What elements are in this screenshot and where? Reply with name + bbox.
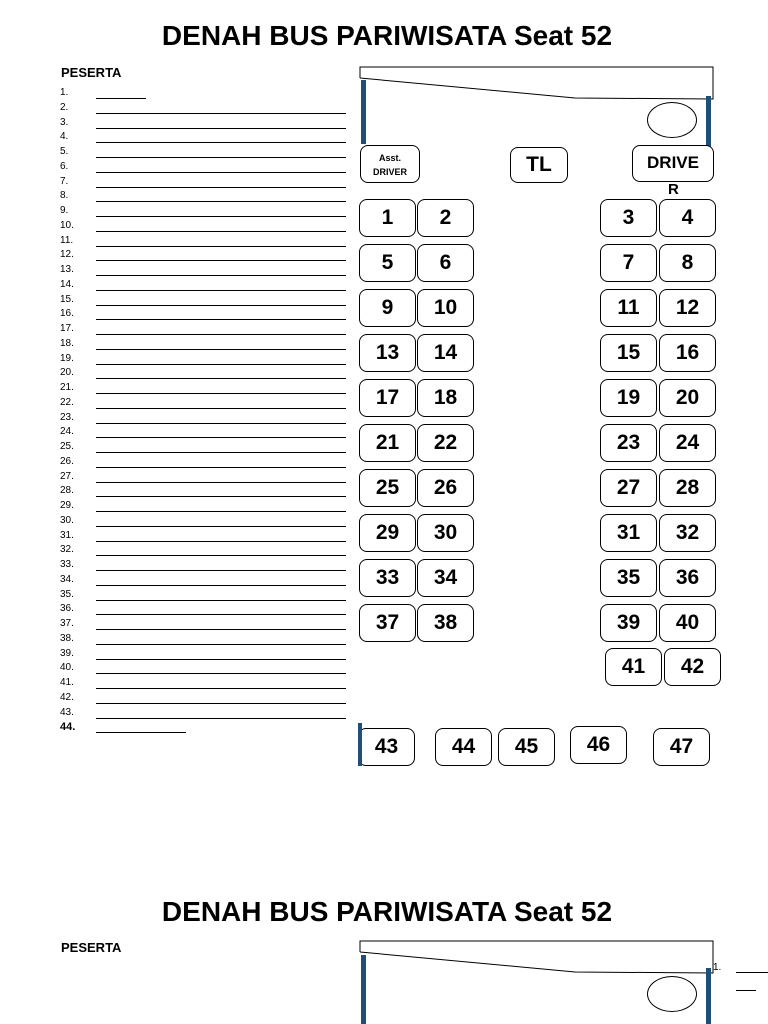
participant-number: 16. (60, 308, 74, 320)
participant-name-line[interactable] (96, 585, 346, 586)
participant-row[interactable] (60, 146, 350, 160)
seat-28[interactable]: 28 (659, 469, 716, 507)
page2-title: DENAH BUS PARIWISATA Seat 52 (161, 896, 613, 927)
page2-peserta-heading: PESERTA (61, 940, 122, 955)
seat-42[interactable]: 42 (664, 648, 721, 686)
seat-2[interactable]: 2 (417, 199, 474, 237)
seat-40[interactable]: 40 (659, 604, 716, 642)
participant-row[interactable] (60, 323, 350, 337)
participant-name-line[interactable] (96, 570, 346, 571)
bus-left-wall (361, 80, 366, 144)
participant-row[interactable] (60, 294, 350, 308)
participant-number: 5. (60, 146, 69, 157)
seat-23[interactable]: 23 (600, 424, 657, 462)
seat-7[interactable]: 7 (600, 244, 657, 282)
participant-row[interactable] (60, 220, 350, 234)
participant-row[interactable] (60, 426, 350, 440)
participant-row[interactable] (60, 692, 350, 706)
participant-row[interactable] (60, 205, 350, 219)
participant-name-line[interactable] (96, 364, 346, 365)
seat-26[interactable]: 26 (417, 469, 474, 507)
seat-12[interactable]: 12 (659, 289, 716, 327)
participant-number: 31. (60, 529, 74, 541)
participant-number: 22. (60, 396, 74, 408)
participant-name-line[interactable] (96, 496, 346, 497)
seat-32[interactable]: 32 (659, 514, 716, 552)
participant-row[interactable] (60, 338, 350, 352)
participant-name-line[interactable] (96, 541, 346, 542)
participant-name-line[interactable] (96, 275, 346, 276)
participant-name-line[interactable] (96, 334, 346, 335)
participant-name-line[interactable] (96, 659, 346, 660)
asst-driver-label-1: Asst. (378, 153, 401, 163)
seat-24[interactable]: 24 (659, 424, 716, 462)
participant-number: 9. (60, 205, 69, 216)
participant-row[interactable] (60, 308, 350, 322)
participant-row[interactable] (60, 249, 350, 263)
participant-number: 2. (60, 101, 69, 113)
participant-number: 26. (60, 455, 74, 467)
participant-name-line[interactable] (96, 555, 346, 556)
seat-15[interactable]: 15 (600, 334, 657, 372)
seat-27[interactable]: 27 (600, 469, 657, 507)
participant-number: 15. (60, 293, 74, 305)
participant-name-line[interactable] (96, 408, 346, 409)
participant-row[interactable] (60, 176, 350, 190)
page2-participant-line (736, 972, 768, 973)
participant-row[interactable] (60, 441, 350, 455)
participant-row[interactable] (60, 574, 350, 588)
driver-label-2: R (668, 181, 679, 198)
participant-row[interactable] (60, 707, 350, 721)
participant-row[interactable] (60, 515, 350, 529)
tour-leader-box[interactable] (510, 147, 568, 183)
page2-participant-line (736, 990, 756, 991)
participant-name-line[interactable] (96, 703, 346, 704)
participant-row[interactable] (60, 618, 350, 632)
participant-row[interactable] (60, 500, 350, 514)
seat-17[interactable]: 17 (359, 379, 416, 417)
participant-number: 39. (60, 647, 74, 659)
participant-row[interactable] (60, 235, 350, 249)
participant-number: 27. (60, 470, 74, 482)
participant-name-line[interactable] (96, 629, 346, 630)
participant-row[interactable] (60, 87, 350, 101)
participant-row[interactable] (60, 530, 350, 544)
participant-number: 18. (60, 337, 74, 349)
page2-participant-1: 1. (713, 962, 722, 973)
participant-name-line[interactable] (96, 187, 346, 188)
participant-row[interactable] (60, 131, 350, 145)
participant-number: 19. (60, 352, 74, 364)
participant-name-line[interactable] (96, 246, 346, 247)
seat-38[interactable]: 38 (417, 604, 474, 642)
participant-row[interactable] (60, 279, 350, 293)
seat-34[interactable]: 34 (417, 559, 474, 597)
participant-name-line[interactable] (96, 290, 346, 291)
seat-22[interactable]: 22 (417, 424, 474, 462)
page-title: DENAH BUS PARIWISATA Seat 52 (161, 20, 613, 51)
participant-name-line[interactable] (96, 511, 346, 512)
seat-25[interactable]: 25 (359, 469, 416, 507)
participant-name-line[interactable] (96, 437, 346, 438)
participant-name-line[interactable] (96, 614, 346, 615)
asst-driver-box[interactable] (360, 145, 420, 183)
seat-14[interactable]: 14 (417, 334, 474, 372)
participant-number: 20. (60, 367, 74, 379)
participant-number: 25. (60, 441, 74, 452)
participant-name-line[interactable] (96, 201, 346, 202)
seat-30[interactable]: 30 (417, 514, 474, 552)
seat-16[interactable]: 16 (659, 334, 716, 372)
seat-37[interactable]: 37 (359, 604, 416, 642)
participant-number: 24. (60, 426, 74, 438)
participant-name-line[interactable] (96, 113, 346, 114)
participant-name-line[interactable] (96, 600, 346, 601)
seat-1[interactable]: 1 (359, 199, 416, 237)
seat-31[interactable]: 31 (600, 514, 657, 552)
seat-45[interactable]: 45 (498, 728, 555, 766)
page2-bus-front-outline (359, 940, 715, 976)
seat-11[interactable]: 11 (600, 289, 657, 327)
participant-name-line[interactable] (96, 673, 346, 674)
participant-number: 12. (60, 249, 74, 261)
participant-name-line[interactable] (96, 157, 346, 158)
participant-name-line[interactable] (96, 216, 346, 217)
participant-row[interactable] (60, 633, 350, 647)
participant-row[interactable] (60, 102, 350, 116)
participant-name-line[interactable] (96, 393, 346, 394)
seat-3[interactable]: 3 (600, 199, 657, 237)
participant-number: 8. (60, 190, 69, 202)
seat-9[interactable]: 9 (359, 289, 416, 327)
page2-steering-wheel-icon (647, 976, 697, 1012)
participant-number: 11. (60, 234, 74, 246)
seat-13[interactable]: 13 (359, 334, 416, 372)
participant-number: 35. (60, 588, 74, 600)
participant-row[interactable] (60, 353, 350, 367)
seat-6[interactable]: 6 (417, 244, 474, 282)
participant-number: 30. (60, 514, 74, 526)
participant-number: 33. (60, 559, 74, 570)
participant-row[interactable] (60, 264, 350, 278)
participant-row[interactable] (60, 117, 350, 131)
participant-row[interactable] (60, 544, 350, 558)
seat-8[interactable]: 8 (659, 244, 716, 282)
participant-number: 6. (60, 160, 69, 172)
page2-bus-right-wall (706, 968, 711, 1024)
participant-name-line[interactable] (96, 526, 346, 527)
participant-number: 34. (60, 573, 74, 585)
participant-row[interactable] (60, 648, 350, 662)
bus-rear-marker (358, 723, 362, 766)
participant-number: 43. (60, 706, 74, 718)
participant-name-line[interactable] (96, 423, 346, 424)
participant-number: 23. (60, 411, 74, 423)
driver-box[interactable] (632, 145, 714, 182)
participant-row[interactable] (60, 382, 350, 396)
participant-number: 44. (60, 721, 76, 734)
seat-18[interactable]: 18 (417, 379, 474, 417)
participant-number: 38. (60, 632, 74, 644)
participant-row[interactable] (60, 559, 350, 573)
participant-number: 3. (60, 116, 69, 128)
seat-39[interactable]: 39 (600, 604, 657, 642)
peserta-heading: PESERTA (61, 65, 122, 80)
seat-4[interactable]: 4 (659, 199, 716, 237)
participant-name-line[interactable] (96, 231, 346, 232)
participant-name-line[interactable] (96, 467, 346, 468)
participant-row[interactable] (60, 456, 350, 470)
participant-name-line[interactable] (96, 128, 346, 129)
participant-name-line[interactable] (96, 688, 346, 689)
participant-name-line[interactable] (96, 718, 346, 719)
participant-row[interactable] (60, 485, 350, 499)
seat-43[interactable]: 43 (358, 728, 415, 766)
participant-number: 29. (60, 500, 74, 511)
asst-driver-label-2: DRIVER (372, 167, 407, 177)
seat-21[interactable]: 21 (359, 424, 416, 462)
participant-number: 21. (60, 382, 74, 393)
participant-number: 36. (60, 603, 74, 615)
participant-number: 28. (60, 485, 74, 497)
steering-wheel-icon (647, 102, 697, 138)
participant-number: 41. (60, 677, 74, 688)
seat-20[interactable]: 20 (659, 379, 716, 417)
page2-bus-left-wall (361, 955, 366, 1024)
seat-36[interactable]: 36 (659, 559, 716, 597)
seat-44[interactable]: 44 (435, 728, 492, 766)
participant-number: 32. (60, 544, 74, 556)
seat-5[interactable]: 5 (359, 244, 416, 282)
driver-label-1: DRIVE (647, 153, 699, 172)
bus-front-outline (359, 66, 715, 102)
seat-35[interactable]: 35 (600, 559, 657, 597)
participant-number: 17. (60, 323, 74, 334)
participant-name-line[interactable] (96, 732, 186, 733)
participant-row[interactable] (60, 589, 350, 603)
participant-number: 7. (60, 175, 69, 187)
participant-number: 13. (60, 264, 74, 275)
participant-number: 40. (60, 662, 74, 674)
participant-name-line[interactable] (96, 260, 346, 261)
participant-number: 10. (60, 219, 74, 231)
participant-number: 14. (60, 278, 74, 290)
participant-row[interactable] (60, 412, 350, 426)
participant-name-line[interactable] (96, 98, 146, 99)
seat-33[interactable]: 33 (359, 559, 416, 597)
participant-name-line[interactable] (96, 319, 346, 320)
participant-row[interactable] (60, 161, 350, 175)
participant-row[interactable] (60, 190, 350, 204)
seat-29[interactable]: 29 (359, 514, 416, 552)
participant-row[interactable] (60, 397, 350, 411)
seat-19[interactable]: 19 (600, 379, 657, 417)
participant-name-line[interactable] (96, 482, 346, 483)
participant-number: 42. (60, 691, 74, 703)
participant-number: 1. (60, 87, 69, 98)
participant-name-line[interactable] (96, 378, 346, 379)
participant-row[interactable] (60, 367, 350, 381)
bus-right-wall (706, 96, 711, 148)
seat-47[interactable]: 47 (653, 728, 710, 766)
participant-number: 4. (60, 131, 69, 143)
participant-name-line[interactable] (96, 142, 346, 143)
seat-46[interactable]: 46 (570, 726, 627, 764)
participant-row[interactable] (60, 471, 350, 485)
seat-10[interactable]: 10 (417, 289, 474, 327)
tour-leader-label: TL (526, 153, 552, 176)
participant-name-line[interactable] (96, 172, 346, 173)
participant-row[interactable] (60, 677, 350, 691)
participant-row[interactable] (60, 662, 350, 676)
participant-name-line[interactable] (96, 644, 346, 645)
participant-name-line[interactable] (96, 349, 346, 350)
participant-row[interactable] (60, 721, 350, 735)
participant-number: 37. (60, 618, 74, 629)
participant-name-line[interactable] (96, 305, 346, 306)
participant-row[interactable] (60, 603, 350, 617)
participant-name-line[interactable] (96, 452, 346, 453)
seat-41[interactable]: 41 (605, 648, 662, 686)
